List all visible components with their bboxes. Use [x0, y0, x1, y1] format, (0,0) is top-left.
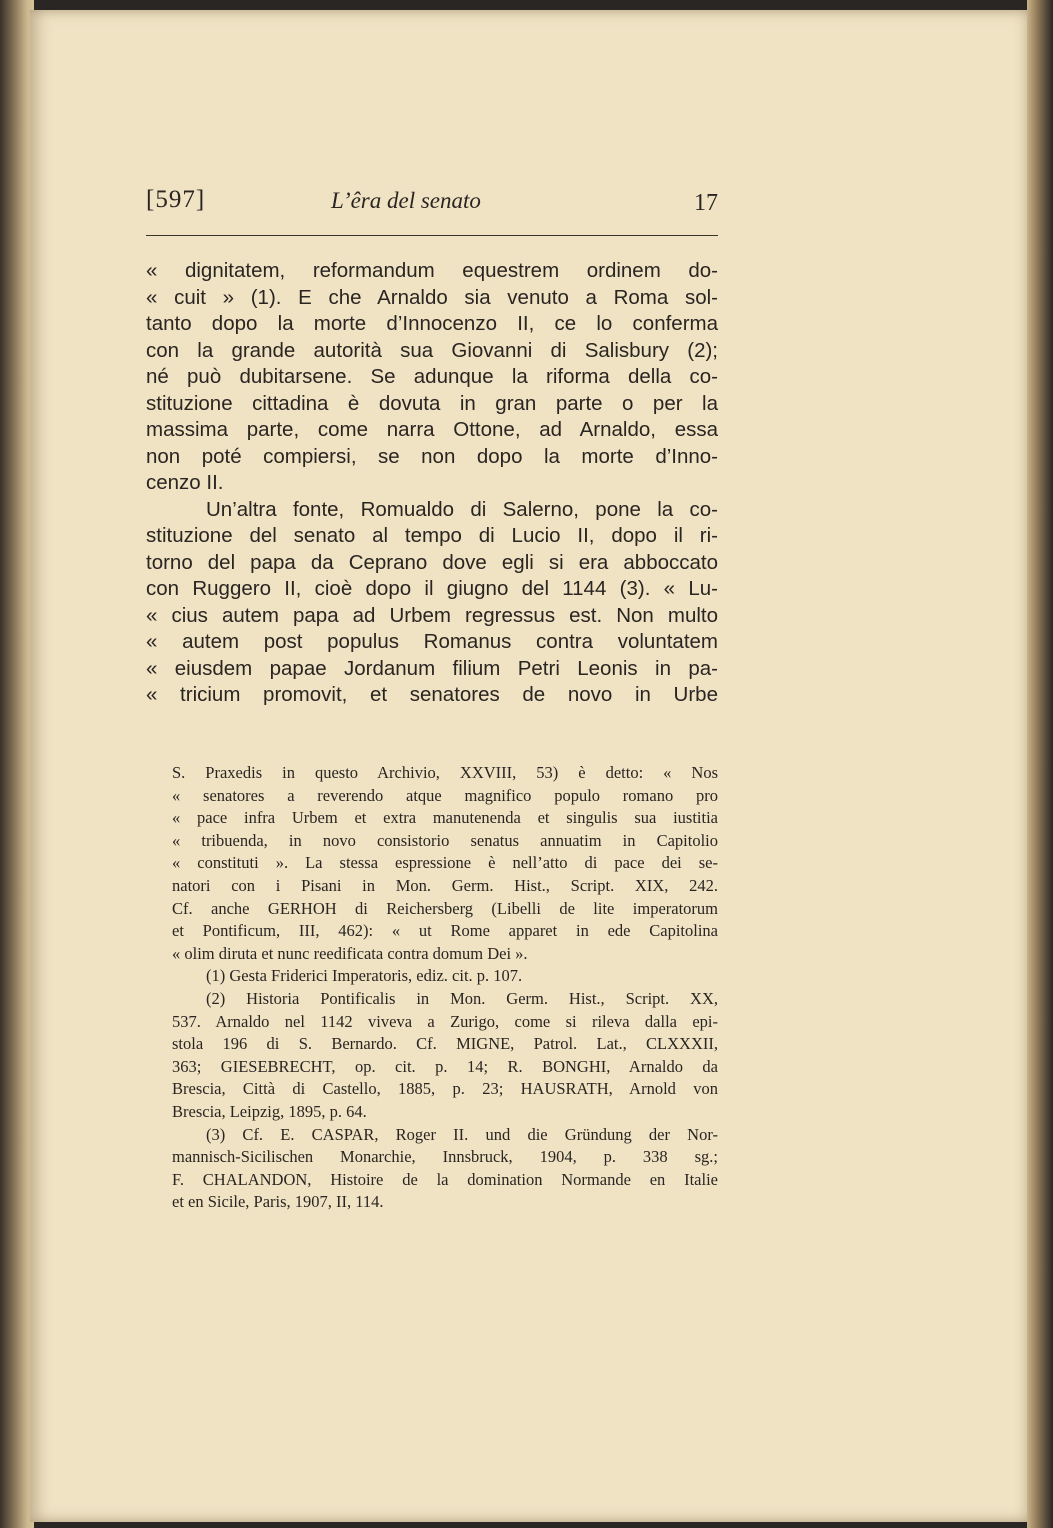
footnote-line: et en Sicile, Paris, 1907, II, 114.	[172, 1192, 384, 1212]
header-rule	[146, 235, 718, 236]
footnote-2: (2) Historia Pontificalis in Mon. Germ. Hist., Script. XX,	[206, 988, 718, 1008]
text-line: « eiusdem papae Jordanum filium Petri Leonis in pa-	[146, 656, 718, 680]
page-number: 17	[694, 190, 718, 216]
text-line: « tricium promovit, et senatores de novo in Urbe	[146, 683, 718, 706]
text-line: stituzione del senato al tempo di Lucio II, dopo il ri-	[146, 524, 718, 547]
text-line: « autem post populus Romanus contra voluntatem	[146, 630, 718, 653]
footnote-line: Cf. anche GERHOH di Reichersberg (Libelli de lite imperatorum	[172, 898, 718, 918]
text-line: « cius autem papa ad Urbem regressus est. Non multo	[146, 603, 718, 627]
footnote-3: (3) Cf. E. CASPAR, Roger II. und die Gründung der Nor-	[206, 1124, 718, 1144]
footnote-line: Brescia, Città di Castello, 1885, p. 23; HAUSRATH, Arnold von	[172, 1079, 718, 1099]
footnote-line: et Pontificum, III, 462): « ut Rome apparet in ede Capitolina	[172, 921, 718, 941]
text-line: con la grande autorità sua Giovanni di Salisbury (2);	[146, 338, 718, 362]
text-line: stituzione cittadina è dovuta in gran parte o per la	[146, 391, 718, 415]
text-line: torno del papa da Ceprano dove egli si era abboccato	[146, 550, 718, 574]
footnote-line: 537. Arnaldo nel 1142 viveva a Zurigo, come si rileva dalla epi-	[172, 1011, 718, 1031]
text-line: cenzo II.	[146, 471, 224, 494]
footnote-line: F. CHALANDON, Histoire de la domination Normande en Italie	[172, 1169, 718, 1189]
text-line: « dignitatem, reformandum equestrem ordinem do-	[146, 259, 718, 282]
footnote-line: 363; GIESEBRECHT, op. cit. p. 14; R. BONGHI, Arnaldo da	[172, 1056, 718, 1076]
text-line: « cuit » (1). E che Arnaldo sia venuto a Roma sol-	[146, 285, 718, 309]
page-edge	[1027, 0, 1053, 1528]
text-line: Un’altra fonte, Romualdo di Salerno, pone la co-	[206, 497, 718, 521]
footnote-line: « tribuenda, in novo consistorio senatus annuatim in Capitolio	[172, 830, 718, 850]
page-header	[146, 186, 718, 226]
footnote-line: Brescia, Leipzig, 1895, p. 64.	[172, 1101, 367, 1121]
text-line: massima parte, come narra Ottone, ad Arnaldo, essa	[146, 418, 718, 441]
footnotes	[172, 762, 718, 1214]
binding-gutter	[0, 0, 34, 1528]
footnote-line: S. Praxedis in questo Archivio, XXVIII, 53) è detto: « Nos	[172, 763, 718, 782]
text-line: né può dubitarsene. Se adunque la riforma della co-	[146, 365, 718, 388]
footnote-1: (1) Gesta Friderici Imperatoris, ediz. cit. p. 107.	[206, 966, 523, 986]
text-line: tanto dopo la morte d’Innocenzo II, ce lo conferma	[146, 312, 718, 335]
footnote-line: « pace infra Urbem et extra manutenenda et singulis sua iustitia	[172, 808, 718, 828]
main-text	[146, 258, 718, 709]
running-title: L’êra del senato	[331, 188, 481, 213]
footnote-line: stola 196 di S. Bernardo. Cf. MIGNE, Patrol. Lat., CLXXXII,	[172, 1034, 718, 1054]
text-line: non poté compiersi, se non dopo la morte d’Inno-	[146, 444, 718, 468]
footnote-line: « constituti ». La stessa espressione è nell’atto di pace dei se-	[172, 853, 718, 873]
text-line: con Ruggero II, cioè dopo il giugno del 1144 (3). « Lu-	[146, 577, 718, 600]
footnote-line: natori con i Pisani in Mon. Germ. Hist., Script. XIX, 242.	[172, 875, 718, 895]
footnote-line: mannisch-Sicilischen Monarchie, Innsbruck, 1904, p. 338 sg.;	[172, 1147, 718, 1167]
folio-number: [597]	[146, 186, 206, 213]
footnote-line: « senatores a reverendo atque magnifico populo romano pro	[172, 785, 718, 805]
footnote-line: « olim diruta et nunc reedificata contra domum Dei ».	[172, 943, 528, 963]
